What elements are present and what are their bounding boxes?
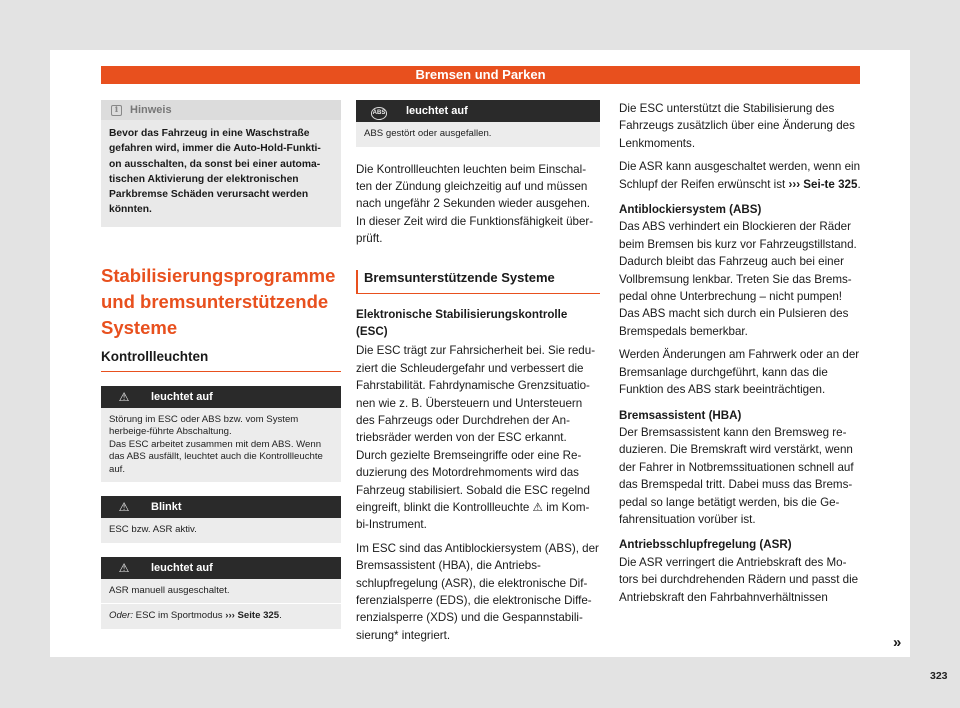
lamp-text-2: Das ESC arbeitet zusammen mit dem ABS. Wenn das ABS ausfällt, leuchtet auch die Kontrollleuchte auf.: [109, 438, 323, 475]
esc-paragraph: Die ESC trägt zur Fahrsicherheit bei. Sie redu-ziert die Schleudergefahr und verbessert die Fahrstabilität. Fahrdynamische Grenzsituatio-nen wie z. B. Übersteuern und Untersteuern des Fahrzeugs oder Durchdrehen der An-triebsräder werden von der ESC erkannt. Durch gezielte Bremseingriffe oder eine Re-duzierung des Motordrehmoments wird das Fahrzeug stabilisiert. Sobald die ESC regelnd eingreift, blinkt die Kontrollleuchte ⚠ im Kom-bi-Instrument.: [356, 344, 596, 532]
esc-icon: ⚠: [118, 500, 130, 515]
abs-icon: [356, 103, 402, 120]
abs-paragraph-2: Werden Änderungen am Fahrwerk oder an der Bremsanlage durchgeführt, kann das die Funktion des ABS stark beeinträchtigen.: [619, 348, 860, 397]
page-reference-link[interactable]: ››› Sei-te 325: [788, 177, 858, 191]
column-left: [101, 100, 341, 629]
lamp-header: [356, 100, 600, 122]
chapter-header: Bremsen und Parken: [101, 66, 860, 84]
lamp-description: ASR manuell ausgeschaltet.: [101, 579, 341, 604]
lamp-label: leuchtet auf: [151, 390, 213, 403]
lamp-abs: [356, 100, 600, 147]
hint-box: [101, 100, 341, 227]
lamp-esc-on: [101, 386, 341, 483]
or-label: Oder:: [109, 610, 133, 622]
lamp-label: leuchtet auf: [151, 561, 213, 574]
hba-paragraph: Der Bremsassistent kann den Bremsweg re-duzieren. Die Bremskraft wird verstärkt, wenn der Fahrer in Notbremssituationen schnell auf das Bremspedal tritt. Dabei muss das Brems-pedal so lange betätigt werden, bis die Ge-fahrensituation vorüber ist.: [619, 425, 854, 526]
page-reference-link[interactable]: ››› Seite 325: [225, 610, 280, 622]
hint-text: Bevor das Fahrzeug in eine Waschstraße gefahren wird, immer die Auto-Hold-Funkti-on ausschalten, da sonst bei einer automa-tischen Aktivierung der elektronischen Parkbremse Schäden verursacht werden könnten.: [109, 128, 321, 216]
lamp-description: ABS gestört oder ausgefallen.: [356, 122, 600, 147]
lamp-esc-blink: [101, 496, 341, 543]
hint-header: [101, 100, 341, 120]
hint-title: Hinweis: [130, 104, 172, 116]
page-number: 323: [930, 670, 948, 682]
esc-icon: ⚠: [118, 389, 130, 404]
lamp-header: [101, 557, 341, 579]
lamp-text: ESC im Sportmodus: [133, 610, 226, 622]
info-icon: i: [111, 105, 122, 116]
abs-heading: Antiblockiersystem (ABS): [619, 203, 762, 217]
continue-arrow-icon: »: [893, 634, 902, 651]
esc-off-icon: ⚠: [118, 560, 130, 575]
lamp-description: [101, 408, 341, 483]
punctuation: .: [857, 177, 861, 191]
esc-heading: Elektronische Stabilisierungskontrolle (ESC): [356, 307, 568, 338]
abs-paragraph: Das ABS verhindert ein Blockieren der Räder beim Bremsen bis kurz vor Fahrzeugstillstand. Dadurch bleibt das Fahrzeug auch bei einer Vollbremsung lenkbar. Treten Sie das Brems-pedal ohne Unterbrechung – nicht pumpen! Das ABS macht sich durch ein Pulsieren des Bremspedals bemerkbar.: [619, 220, 857, 338]
asr-heading: Antriebsschlupfregelung (ASR): [619, 538, 792, 552]
page: [50, 50, 948, 682]
punctuation: .: [279, 610, 282, 622]
abs-icon-glyph: ABS: [371, 107, 388, 120]
paragraph: Die ESC unterstützt die Stabilisierung des Fahrzeugs zusätzlich über eine Änderung des Lenkmoments.: [619, 102, 855, 150]
lamp-description-alt: [101, 603, 341, 629]
lamp-header: [101, 386, 341, 408]
asr-paragraph: [619, 158, 863, 193]
lamp-description: ESC bzw. ASR aktiv.: [101, 518, 341, 543]
lamp-text: Störung im ESC oder ABS bzw. vom System herbeige-führte Abschaltung.: [109, 413, 299, 438]
intro-paragraph: Die Kontrollleuchten leuchten beim Einschal-ten der Zündung gleichzeitig auf und müssen nach ungefähr 2 Sekunden wieder ausgehen. In dieser Zeit wird die Funktionsfähigkeit über-prüft.: [356, 162, 594, 246]
hba-heading: Bremsassistent (HBA): [619, 408, 742, 422]
asr-text: Die ASR verringert die Antriebskraft des Mo-tors bei durchdrehenden Rädern und passt die Antriebskraft den Fahrbahnverhältnissen: [619, 555, 859, 604]
column-right: [619, 100, 863, 606]
column-middle: [356, 100, 600, 644]
subheading-brake-systems: Bremsunterstützende Systeme: [356, 270, 600, 294]
section-title: Stabilisierungsprogramme und bremsunterstützende Systeme: [101, 264, 336, 338]
text: Die ASR kann ausgeschaltet werden, wenn ein Schlupf der Reifen erwünscht ist: [619, 160, 861, 191]
lamp-header: [101, 496, 341, 518]
lamp-label: leuchtet auf: [406, 105, 468, 117]
section-subtitle: Kontrollleuchten: [101, 349, 341, 372]
lamp-label: Blinkt: [151, 501, 182, 514]
lamp-asr-off: [101, 557, 341, 629]
systems-paragraph: Im ESC sind das Antiblockiersystem (ABS), der Bremsassistent (HBA), die Antriebs-schlupfregelung (ASR), die elektronische Dif-ferenzialsperre (EDS), die elektronische Diffe-renzialsperre (XDS) und die Gespannstabili-sierung* integriert.: [356, 541, 599, 642]
